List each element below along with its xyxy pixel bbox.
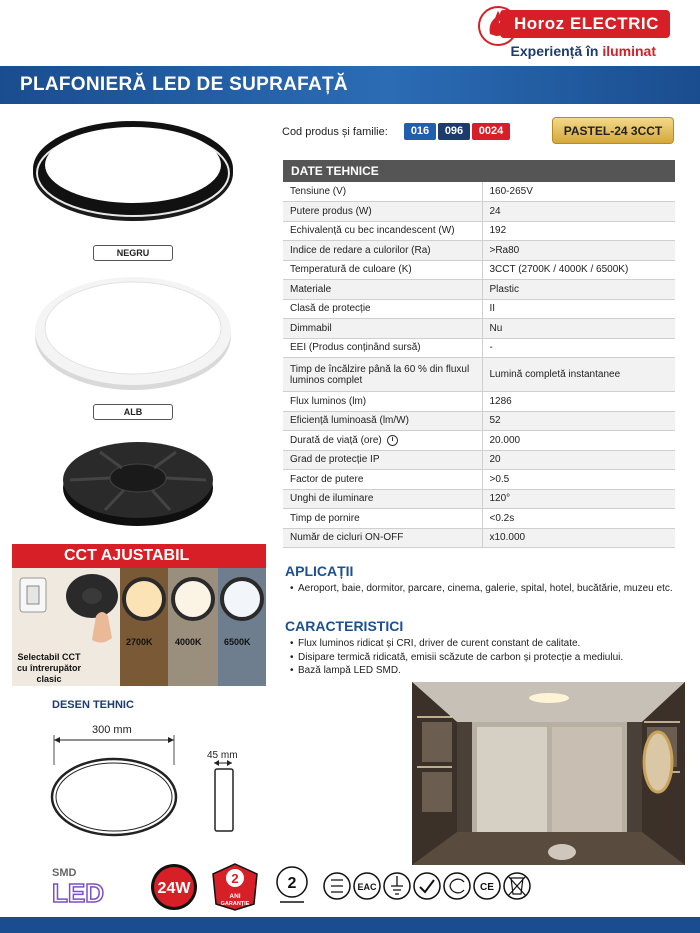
spec-table bbox=[283, 160, 675, 548]
class-two-icon bbox=[272, 862, 312, 912]
brand-tagline: Experiență în iluminat bbox=[510, 43, 656, 59]
page-title: PLAFONIERĂ LED DE SUPRAFAȚĂ bbox=[20, 74, 348, 95]
table-row: Echivalență cu bec incandescent (W) 192 bbox=[283, 221, 675, 241]
characteristics-list bbox=[290, 637, 680, 678]
title-bar bbox=[0, 66, 700, 104]
footer-bar bbox=[0, 917, 700, 933]
table-row: Grad de protecție IP 20 bbox=[283, 450, 675, 470]
table-row: Timp de încălzire până la 60 % din fluxul luminos complet Lumină completă instantanee bbox=[283, 358, 675, 392]
cct-title: CCT AJUSTABIL bbox=[12, 544, 266, 568]
drawing-title: DESEN TEHNIC bbox=[52, 699, 134, 711]
cct-panel bbox=[12, 544, 266, 686]
variant-label-white: ALB bbox=[93, 404, 173, 420]
list-item: • Bază lampă LED SMD. bbox=[290, 664, 680, 678]
cct-label-2700: 2700K bbox=[126, 637, 153, 647]
svg-text:LED: LED bbox=[52, 878, 104, 908]
clock-icon bbox=[387, 435, 398, 446]
svg-text:CE: CE bbox=[480, 882, 494, 893]
list-item: • Flux luminos ridicat și CRI, driver de curent constant de calitate. bbox=[290, 637, 680, 651]
cct-label-4000: 4000K bbox=[175, 637, 202, 647]
table-row: Indice de redare a culorilor (Ra) >Ra80 bbox=[283, 241, 675, 261]
table-row: Eficiență luminoasă (lm/W) 52 bbox=[283, 411, 675, 431]
svg-text:ANI: ANI bbox=[229, 893, 241, 900]
product-code-part-1: 016 bbox=[404, 123, 436, 140]
table-row: Temperatură de culoare (K) 3CCT (2700K / 4000K / 6500K) bbox=[283, 260, 675, 280]
cct-illustration bbox=[12, 568, 266, 686]
drawing-height: 45 mm bbox=[207, 750, 238, 761]
table-row: Putere produs (W) 24 bbox=[283, 202, 675, 222]
variant-label-black: NEGRU bbox=[93, 245, 173, 261]
smd-led-icon bbox=[50, 862, 130, 912]
model-badge: PASTEL-24 3CCT bbox=[552, 117, 674, 144]
svg-text:SMD: SMD bbox=[52, 867, 77, 879]
table-row: Unghi de iluminare 120° bbox=[283, 489, 675, 509]
svg-text:24W: 24W bbox=[157, 880, 191, 897]
spec-table-header: DATE TEHNICE bbox=[283, 160, 675, 182]
table-row: Dimmabil Nu bbox=[283, 319, 675, 339]
product-image-back bbox=[60, 430, 215, 530]
table-row: Număr de cicluri ON-OFF x10.000 bbox=[283, 528, 675, 548]
technical-drawing bbox=[40, 735, 250, 840]
table-row: Factor de putere >0.5 bbox=[283, 470, 675, 490]
product-image-black bbox=[30, 115, 240, 225]
brand-logo bbox=[470, 6, 670, 62]
applications-title: APLICAȚII bbox=[285, 563, 354, 579]
svg-text:2: 2 bbox=[287, 875, 297, 892]
cct-label-6500: 6500K bbox=[224, 637, 251, 647]
warranty-badge bbox=[210, 862, 260, 912]
table-row: Timp de pornire <0.2s bbox=[283, 509, 675, 529]
power-badge bbox=[148, 862, 200, 912]
list-item: • Aeroport, baie, dormitor, parcare, cinema, galerie, spital, hotel, bucătărie, muzeu etc. bbox=[290, 582, 680, 596]
svg-text:GARANȚIE: GARANȚIE bbox=[220, 901, 250, 907]
brand-name: Horoz ELECTRIC bbox=[500, 10, 670, 38]
product-image-white bbox=[32, 270, 238, 395]
room-photo bbox=[412, 682, 685, 865]
certification-icons bbox=[322, 862, 532, 912]
characteristics-title: CARACTERISTICI bbox=[285, 618, 404, 634]
table-row: Clasă de protecție II bbox=[283, 299, 675, 319]
product-code-label: Cod produs și familie: bbox=[282, 126, 388, 138]
drawing-diameter: 300 mm bbox=[92, 724, 132, 736]
table-row: EEI (Produs conținând sursă) - bbox=[283, 338, 675, 358]
svg-text:EAC: EAC bbox=[357, 882, 377, 892]
product-code-part-3: 0024 bbox=[472, 123, 510, 140]
svg-text:2: 2 bbox=[231, 871, 239, 886]
applications-list bbox=[290, 582, 680, 596]
table-row: Materiale Plastic bbox=[283, 280, 675, 300]
product-code-part-2: 096 bbox=[438, 123, 470, 140]
table-row: Flux luminos (lm) 1286 bbox=[283, 392, 675, 412]
list-item: • Disipare termică ridicată, emisii scăzute de carbon și protecție a mediului. bbox=[290, 651, 680, 665]
table-row: Durată de viață (ore) 20.000 bbox=[283, 431, 675, 451]
cct-selector-note: Selectabil CCT cu întrerupător clasic bbox=[16, 652, 81, 684]
table-row: Tensiune (V) 160-265V bbox=[283, 182, 675, 202]
